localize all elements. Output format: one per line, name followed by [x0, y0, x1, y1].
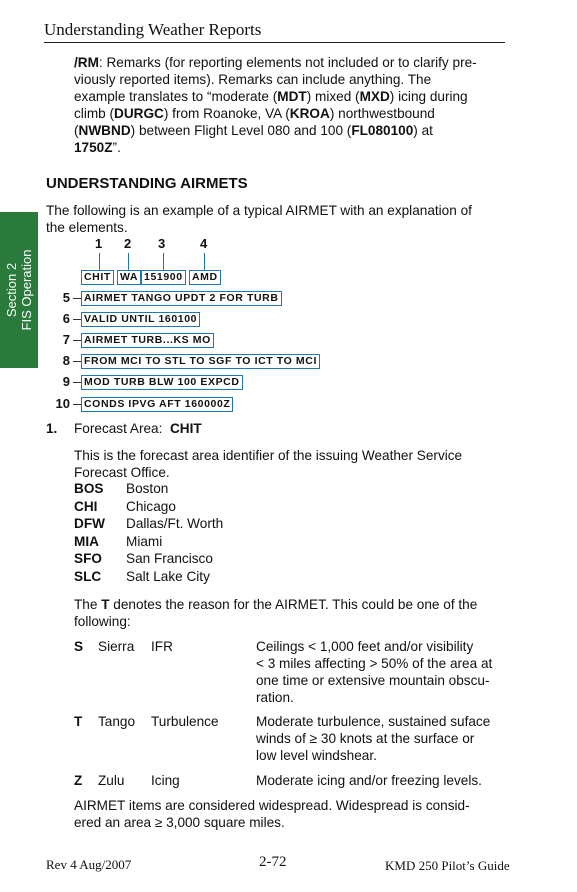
remarks-text: ) between Flight Level 080 and 100 ( [130, 123, 352, 138]
desc-line: ration. [256, 690, 294, 705]
remarks-code: KROA [289, 106, 330, 121]
airmet-line: AIRMET TANGO UPDT 2 FOR TURB [81, 291, 282, 306]
remarks-text: ”. [112, 140, 121, 155]
page-number: 2-72 [259, 854, 287, 870]
intro-line: The following is an example of a typical AIRMET with an explanation of [46, 203, 472, 218]
section-heading: UNDERSTANDING AIRMETS [46, 175, 248, 192]
desc-line: low level windshear. [256, 748, 377, 763]
desc-line: < 3 miles affecting > 50% of the area at [256, 656, 493, 671]
list-item [74, 480, 374, 498]
office-name: Chicago [126, 498, 176, 514]
desc-line: Moderate icing and/or freezing levels. [256, 773, 482, 788]
list-item [74, 568, 374, 586]
row-number: 9 [62, 374, 70, 389]
desc-line: Moderate turbulence, sustained suface [256, 714, 491, 729]
airmet-field-amd: AMD [189, 270, 221, 285]
type-letter: T [74, 714, 83, 729]
remarks-text: : Remarks (for reporting elements not included or to clarify pre- [98, 55, 477, 70]
intro-paragraph [46, 202, 506, 236]
office-name: Boston [126, 481, 169, 496]
type-letter: S [74, 639, 84, 654]
type-kind: Turbulence [151, 714, 219, 729]
element-number-4: 4 [200, 236, 208, 251]
closing-line: AIRMET items are considered widespread. Widespread is consid- [74, 798, 470, 813]
element-number-3: 3 [158, 236, 166, 251]
remarks-text: ) from Roanoke, VA ( [163, 106, 290, 121]
airmet-line: MOD TURB BLW 100 EXPCD [81, 375, 243, 390]
intro-line: the elements. [46, 220, 128, 235]
side-tab-label: FIS Operation [19, 249, 34, 331]
office-code: DFW [74, 516, 105, 532]
office-code: CHI [74, 498, 98, 514]
connector-line [128, 253, 129, 270]
remarks-paragraph [74, 54, 504, 156]
office-name: San Francisco [126, 551, 213, 567]
footer-revision: Rev 4 Aug/2007 [46, 857, 132, 872]
row-number: 10 [55, 396, 70, 411]
leader-line [73, 319, 81, 320]
list-item [74, 515, 374, 533]
remarks-code: FL080100 [351, 123, 414, 138]
list-item [74, 498, 374, 516]
leader-line [73, 361, 81, 362]
item-label: Forecast Area: [74, 421, 163, 436]
remarks-text: ) icing during [389, 89, 468, 104]
type-kind: IFR [151, 639, 173, 654]
list-item [74, 550, 374, 568]
remarks-text: ( [74, 123, 79, 138]
table-row [74, 713, 506, 772]
office-code: BOS [74, 481, 104, 496]
t-text: The [74, 597, 102, 612]
row-number: 7 [62, 332, 70, 347]
page-header-title: Understanding Weather Reports [44, 20, 262, 39]
airmet-types-table [74, 638, 506, 796]
connector-line [99, 253, 100, 270]
type-name: Zulu [98, 773, 125, 788]
row-number: 5 [62, 290, 70, 305]
remarks-text: ) northwestbound [329, 106, 435, 121]
closing-paragraph [74, 797, 506, 831]
airmet-line: VALID UNTIL 160100 [81, 312, 200, 327]
element-number-1: 1 [95, 236, 103, 251]
item-1-title [74, 420, 202, 437]
connector-line [204, 253, 205, 270]
office-code: MIA [74, 533, 99, 549]
remarks-text: viously reported items). Remarks can include anything. The [74, 72, 432, 87]
desc-line: Ceilings < 1,000 feet and/or visibility [256, 639, 474, 654]
office-code: SFO [74, 551, 102, 567]
remarks-text: climb ( [74, 106, 115, 121]
leader-line [73, 298, 81, 299]
item-1-number [46, 420, 57, 437]
remarks-text: ) mixed ( [306, 89, 360, 104]
table-row [74, 772, 506, 796]
item-value: CHIT [169, 421, 202, 436]
office-name: Salt Lake City [126, 568, 210, 584]
airmet-line: AIRMET TURB...KS MO [81, 333, 214, 348]
remarks-text: example translates to “moderate ( [74, 89, 278, 104]
remarks-code: 1750Z [74, 140, 113, 155]
airmet-line: CONDS IPVG AFT 160000Z [81, 397, 233, 412]
table-row [74, 638, 506, 713]
type-letter: Z [74, 773, 83, 788]
airmet-field-type: WA [117, 270, 141, 285]
type-name: Sierra [98, 639, 135, 654]
item-number: 1. [46, 421, 58, 436]
remarks-code: /RM [74, 55, 99, 70]
type-name: Tango [98, 714, 136, 729]
desc-line: This is the forecast area identifier of the issuing Weather Service [74, 448, 463, 463]
office-name: Miami [126, 533, 163, 549]
office-name: Dallas/Ft. Worth [126, 516, 224, 532]
type-description [256, 713, 508, 764]
office-code: SLC [74, 568, 102, 584]
desc-line: one time or extensive mountain obscu- [256, 673, 490, 688]
remarks-code: DURGC [114, 106, 164, 121]
leader-line [73, 404, 81, 405]
airmet-line: FROM MCI TO STL TO SGF TO ICT TO MCI [81, 354, 320, 369]
leader-line [73, 382, 81, 383]
row-number: 8 [62, 353, 70, 368]
type-kind: Icing [151, 773, 180, 788]
section-side-tab [0, 212, 38, 368]
leader-line [73, 340, 81, 341]
offices-list [74, 480, 374, 586]
closing-line: ered an area ≥ 3,000 square miles. [74, 815, 285, 830]
t-denotes-paragraph [74, 596, 506, 630]
desc-line: winds of ≥ 30 knots at the surface or [256, 731, 475, 746]
t-letter: T [101, 597, 110, 612]
t-text: denotes the reason for the AIRMET. This could be one of the [109, 597, 478, 612]
type-description [256, 638, 508, 706]
item-1-description [74, 447, 506, 481]
remarks-code: NWBND [78, 123, 131, 138]
remarks-code: MXD [359, 89, 390, 104]
footer-guide-title: KMD 250 Pilot’s Guide [385, 858, 510, 873]
element-number-2: 2 [124, 236, 132, 251]
airmet-field-time: 151900 [141, 270, 186, 285]
remarks-text: ) at [413, 123, 433, 138]
airmet-field-area: CHIT [81, 270, 114, 285]
remarks-code: MDT [277, 89, 307, 104]
type-description [256, 772, 508, 789]
desc-line: Forecast Office. [74, 465, 170, 480]
connector-line [163, 253, 164, 270]
side-tab-section: Section 2 [4, 262, 19, 318]
row-number: 6 [62, 311, 70, 326]
header-rule [44, 42, 505, 43]
list-item [74, 533, 374, 551]
t-text: following: [74, 614, 131, 629]
